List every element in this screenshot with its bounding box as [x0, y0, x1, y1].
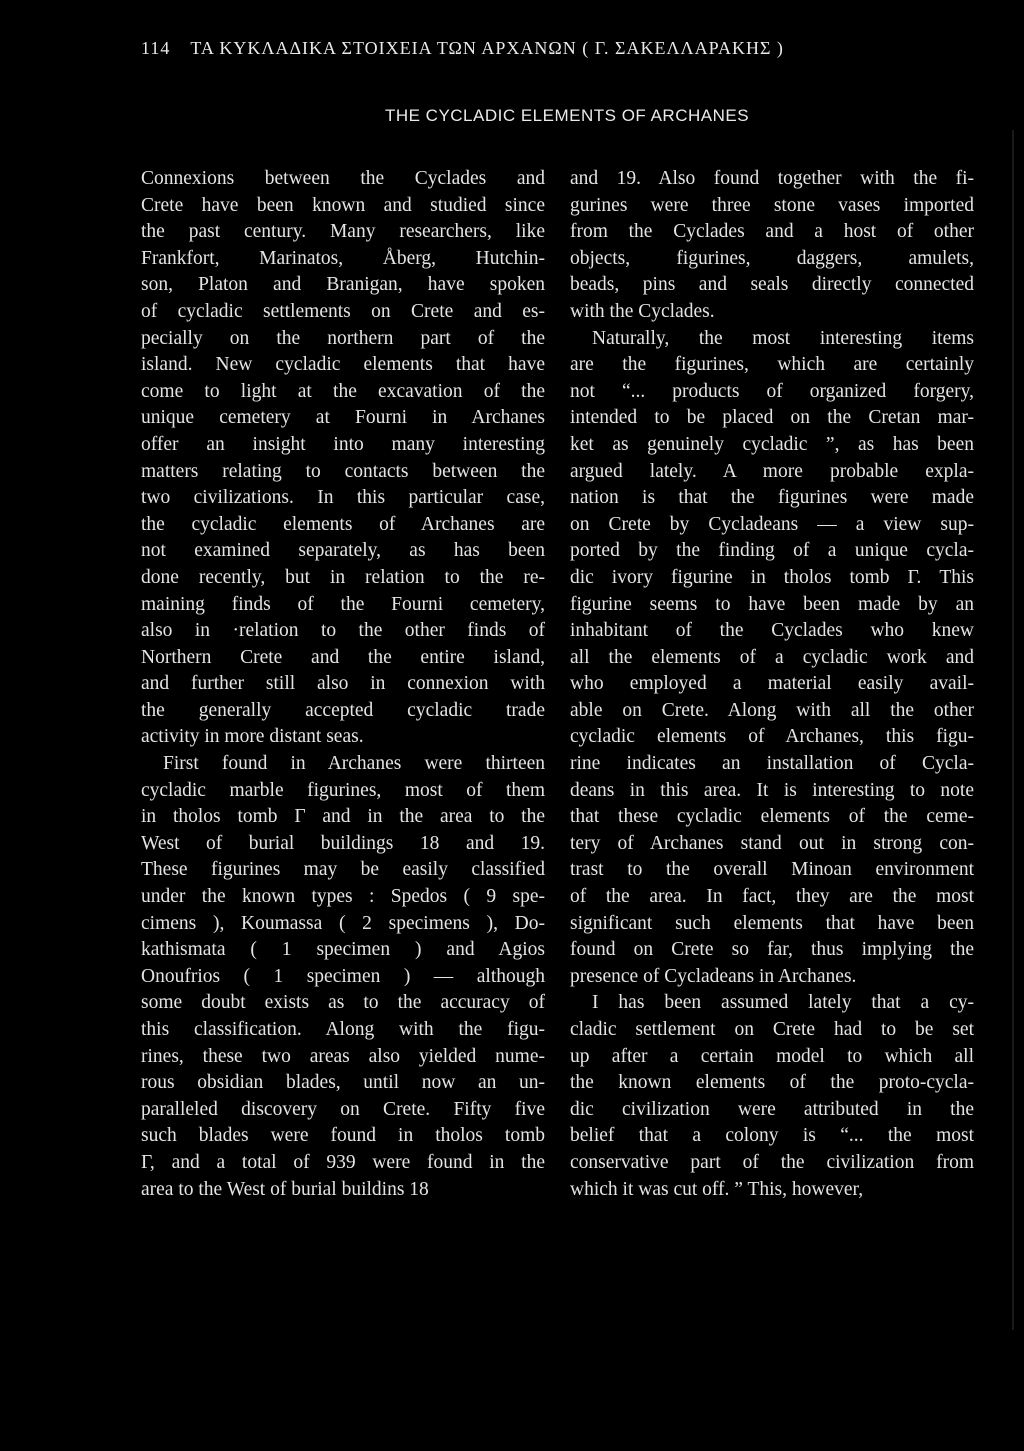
text-line: matters relating to contacts between the — [141, 460, 545, 482]
text-line: figurine seems to have been made by an — [570, 593, 974, 615]
text-line: are the figurines, which are certainly — [570, 354, 974, 376]
text-line: Crete have been known and studied since — [141, 194, 545, 216]
text-line: Γ, and a total of 939 were found in the — [141, 1151, 545, 1173]
text-line: from the Cyclades and a host of other — [570, 221, 974, 243]
text-line: who employed a material easily avail- — [570, 673, 974, 695]
text-line: West of burial buildings 18 and 19. — [141, 832, 545, 854]
text-line: on Crete by Cycladeans — a view sup- — [570, 513, 974, 535]
text-line: activity in more distant seas. — [141, 726, 364, 748]
text-line: argued lately. A more probable expla- — [570, 460, 974, 482]
text-line: and 19. Also found together with the fi- — [570, 168, 974, 189]
text-line: Frankfort, Marinatos, Åberg, Hutchin- — [141, 247, 545, 269]
text-line: able on Crete. Along with all the other — [570, 699, 974, 721]
text-line: such blades were found in tholos tomb — [141, 1125, 545, 1147]
right-text-column — [570, 166, 974, 1203]
text-line: presence of Cycladeans in Archanes. — [570, 965, 857, 987]
text-line: cycladic elements of Archanes, this figu- — [570, 726, 974, 748]
page-edge-shadow — [1012, 130, 1014, 1330]
text-line: belief that a colony is “... the most — [570, 1125, 974, 1147]
running-head — [141, 38, 784, 59]
text-line: ket as genuinely cycladic ”, as has been — [570, 433, 974, 455]
text-line: all the elements of a cycladic work and — [570, 646, 974, 668]
text-line: dic civilization were attributed in the — [570, 1098, 974, 1120]
text-line: trast to the overall Minoan environment — [570, 859, 974, 881]
text-line: maining finds of the Fourni cemetery, — [141, 593, 545, 615]
text-line: cycladic marble figurines, most of them — [141, 779, 545, 801]
text-line: Connexions between the Cyclades and — [141, 168, 545, 189]
text-line: tery of Archanes stand out in strong con- — [570, 832, 974, 854]
text-line: the past century. Many researchers, like — [141, 221, 545, 243]
text-line: intended to be placed on the Cretan mar- — [570, 407, 974, 429]
text-line: cladic settlement on Crete had to be set — [570, 1019, 974, 1040]
text-line: Northern Crete and the entire island, — [141, 646, 545, 668]
text-line: son, Platon and Branigan, have spoken — [141, 274, 545, 296]
text-line: beads, pins and seals directly connected — [570, 274, 974, 296]
left-text-column — [141, 166, 545, 1203]
text-line: of the area. In fact, they are the most — [570, 886, 974, 908]
text-line: objects, figurines, daggers, amulets, — [570, 247, 974, 269]
text-line: also in ·relation to the other finds of — [141, 620, 545, 642]
text-line: of cycladic settlements on Crete and es- — [141, 300, 545, 322]
text-line: which it was cut off. ” This, however, — [570, 1178, 864, 1200]
text-line: island. New cycladic elements that have — [141, 354, 545, 376]
text-line: ported by the finding of a unique cycla- — [570, 540, 974, 562]
text-line: First found in Archanes were thirteen — [163, 753, 545, 775]
text-line: pecially on the northern part of the — [141, 327, 545, 349]
article-title: THE CYCLADIC ELEMENTS OF ARCHANES — [384, 106, 750, 125]
text-line: not “... products of organized forgery, — [570, 380, 974, 402]
text-line: gurines were three stone vases imported — [570, 194, 974, 216]
text-line: dic ivory figurine in tholos tomb Γ. This — [570, 566, 974, 588]
text-line: the cycladic elements of Archanes are — [141, 513, 545, 535]
text-line: and further still also in connexion with — [141, 673, 545, 695]
text-line: the known elements of the proto-cycla- — [570, 1072, 974, 1094]
text-line: the generally accepted cycladic trade — [141, 699, 545, 721]
text-line: not examined separately, as has been — [141, 540, 545, 562]
running-title: ΤΑ ΚΥΚΛΑΔΙΚΑ ΣΤΟΙΧΕΙΑ ΤΩΝ ΑΡΧΑΝΩΝ ( Γ. ΣΑΚΕΛΛΑΡΑΚΗΣ ) — [190, 38, 784, 58]
text-line: kathismata ( 1 specimen ) and Agios — [141, 939, 545, 961]
text-line: unique cemetery at Fourni in Archanes — [141, 407, 545, 429]
text-line: rines, these two areas also yielded nume- — [141, 1045, 545, 1067]
text-line: nation is that the figurines were made — [570, 487, 974, 509]
text-line: Onoufrios ( 1 specimen ) — although — [141, 965, 545, 987]
text-line: found on Crete so far, thus implying the — [570, 939, 974, 961]
text-line: paralleled discovery on Crete. Fifty five — [141, 1098, 545, 1120]
text-line: come to light at the excavation of the — [141, 380, 545, 402]
text-line: two civilizations. In this particular case, — [141, 487, 545, 509]
text-line: that these cycladic elements of the ceme- — [570, 806, 974, 828]
text-line: deans in this area. It is interesting to note — [570, 779, 974, 801]
text-line: area to the West of burial buildins 18 — [141, 1178, 429, 1200]
text-line: with the Cyclades. — [570, 300, 715, 322]
text-line: offer an insight into many interesting — [141, 433, 545, 455]
text-line: These figurines may be easily classified — [141, 859, 545, 881]
text-line: up after a certain model to which all — [570, 1045, 974, 1067]
text-line: I has been assumed lately that a cy- — [592, 992, 974, 1014]
text-line: significant such elements that have been — [570, 912, 974, 934]
text-line: rine indicates an installation of Cycla- — [570, 753, 974, 775]
text-line: done recently, but in relation to the re- — [141, 566, 545, 588]
text-line: cimens ), Koumassa ( 2 specimens ), Do- — [141, 912, 545, 934]
text-line: rous obsidian blades, until now an un- — [141, 1072, 545, 1094]
text-line: some doubt exists as to the accuracy of — [141, 992, 545, 1014]
text-line: in tholos tomb Γ and in the area to the — [141, 806, 545, 828]
page-number: 114 — [141, 38, 171, 58]
text-line: conservative part of the civilization from — [570, 1151, 974, 1173]
text-line: this classification. Along with the figu- — [141, 1019, 545, 1040]
text-line: inhabitant of the Cyclades who knew — [570, 620, 974, 642]
text-line: under the known types : Spedos ( 9 spe- — [141, 886, 545, 908]
text-line: Naturally, the most interesting items — [592, 327, 974, 349]
